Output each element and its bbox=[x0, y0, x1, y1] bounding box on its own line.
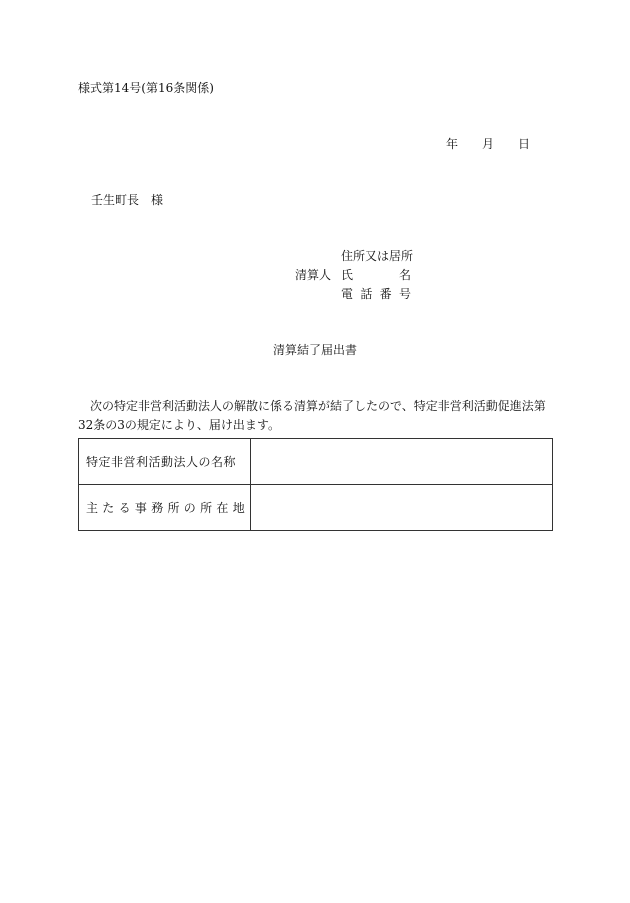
date-year-label: 年 bbox=[446, 137, 459, 151]
addressee bbox=[91, 194, 163, 206]
phone-label-char: 話 bbox=[360, 287, 373, 301]
table-row bbox=[79, 485, 553, 531]
addressee-name: 壬生町長 bbox=[91, 193, 140, 207]
table-label-npo-name: 特定非営利活動法人の名称 bbox=[79, 439, 251, 485]
table-value-npo-name[interactable] bbox=[251, 439, 553, 485]
liquidator-name-label bbox=[341, 269, 411, 281]
phone-label-char: 号 bbox=[398, 287, 411, 301]
name-label-char: 氏 bbox=[341, 268, 354, 282]
liquidator-phone-label bbox=[341, 288, 411, 300]
body-text: 次の特定非営利活動法人の解散に係る清算が結了したので、特定非営利活動促進法第32条の3の規定により、届け出ます。 bbox=[78, 399, 546, 432]
name-label-char: 名 bbox=[398, 268, 411, 282]
phone-label-char: 電 bbox=[341, 287, 354, 301]
table-value-office-address[interactable] bbox=[251, 485, 553, 531]
liquidator-address-label: 住所又は居所 bbox=[341, 249, 414, 263]
table-row bbox=[79, 439, 553, 485]
table-label-office-address: 主たる事務所の所在地 bbox=[79, 485, 251, 531]
liquidator-role: 清算人 bbox=[295, 268, 332, 282]
document-title: 清算結了届出書 bbox=[272, 343, 357, 357]
addressee-honorific: 様 bbox=[151, 193, 164, 207]
info-table bbox=[78, 438, 553, 531]
date-month-label: 月 bbox=[482, 137, 495, 151]
date-line bbox=[446, 138, 530, 150]
date-day-label: 日 bbox=[518, 137, 531, 151]
form-number: 様式第14号(第16条関係) bbox=[78, 81, 214, 95]
phone-label-char: 番 bbox=[379, 287, 392, 301]
